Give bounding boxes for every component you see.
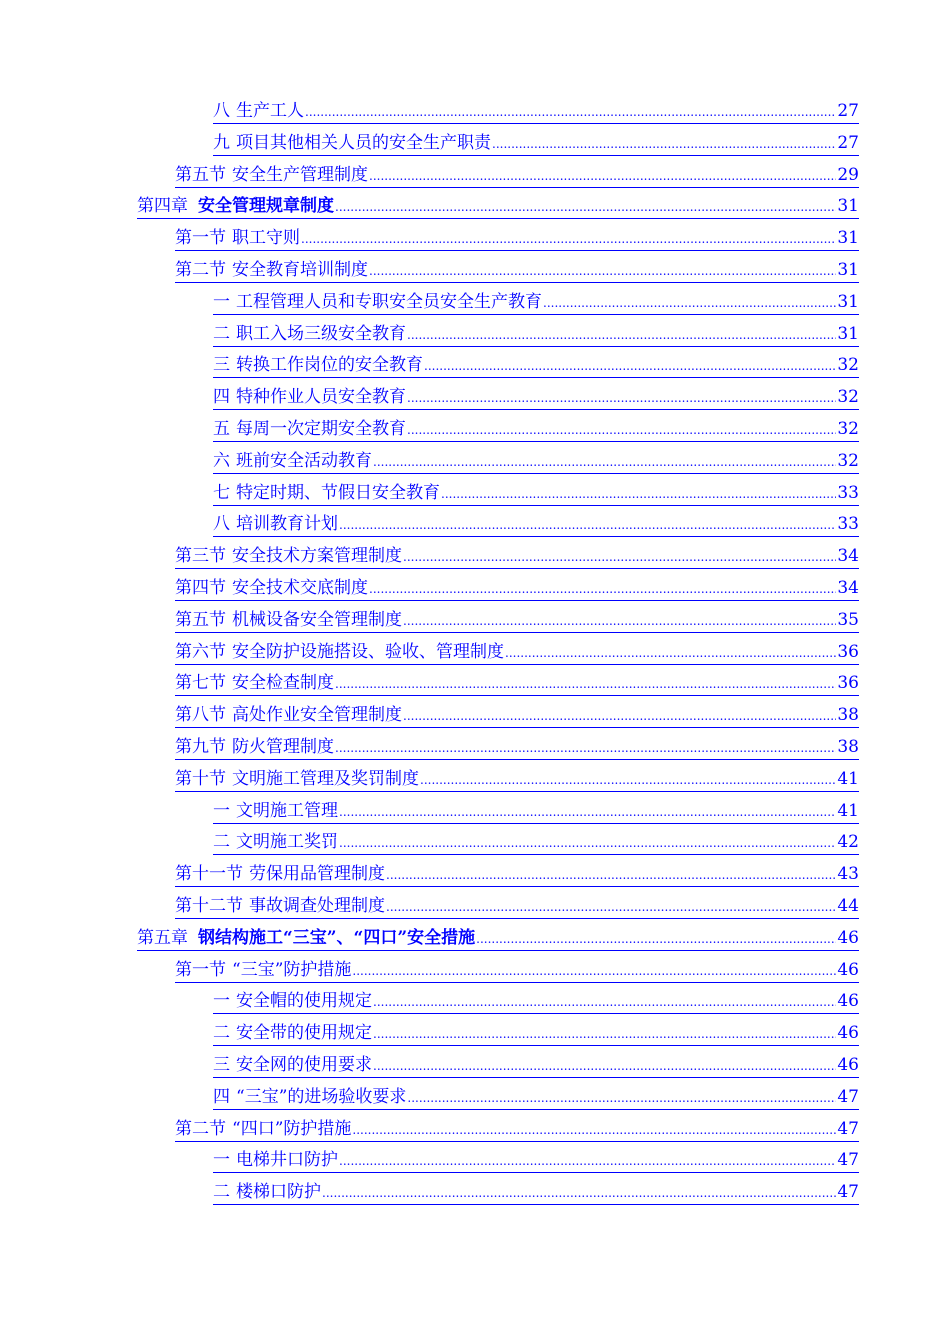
table-of-contents [0,95,950,1208]
toc-entry-number: 九 [213,132,230,153]
toc-entry-title [175,226,300,250]
toc-page-number: 46 [837,991,859,1012]
toc-page-number: 46 [837,959,859,980]
toc-entry-number: 第九节 [175,736,226,757]
toc-entry-number: 第十一节 [175,864,243,885]
toc-entry-number: 二 [213,1023,230,1044]
toc-entry-text: 安全技术方案管理制度 [232,546,402,567]
toc-row [213,1180,859,1205]
toc-dot-leader [373,1054,836,1078]
toc-row [175,544,859,569]
toc-entry-title [213,290,542,314]
toc-entry-text: 文明施工奖罚 [236,832,338,853]
toc-subsection-link[interactable] [0,1081,950,1113]
toc-dot-leader [403,545,836,569]
toc-entry-text: 安全网的使用要求 [236,1054,372,1075]
toc-section-link[interactable] [0,699,950,731]
toc-row [213,99,859,124]
toc-entry-text: 钢结构施工“三宝”、“四口”安全措施 [198,927,476,948]
toc-entry-text: 安全管理规章制度 [198,196,334,217]
toc-entry-title [213,799,338,823]
toc-page-number: 36 [837,641,859,662]
toc-section-link[interactable] [0,159,950,191]
toc-entry-title [213,989,372,1013]
toc-dot-leader [305,100,836,124]
toc-dot-leader [373,1022,836,1046]
toc-row [175,226,859,251]
toc-section-link[interactable] [0,604,950,636]
toc-row [213,385,859,410]
toc-subsection-link[interactable] [0,127,950,159]
toc-dot-leader [352,1118,836,1142]
toc-page-number: 33 [837,514,859,535]
toc-entry-number: 第二节 [175,1118,226,1139]
toc-entry-text: 安全防护设施搭设、验收、管理制度 [232,641,504,662]
toc-entry-text: 安全技术交底制度 [232,577,368,598]
toc-subsection-link[interactable] [0,381,950,413]
toc-entry-text: 文明施工管理 [236,800,338,821]
toc-entry-text: “三宝”防护措施 [232,959,352,980]
toc-row [175,703,859,728]
toc-section-link[interactable] [0,858,950,890]
toc-dot-leader [403,609,836,633]
toc-dot-leader [407,1086,836,1110]
toc-entry-text: 安全带的使用规定 [236,1023,372,1044]
toc-entry-title [213,385,406,409]
toc-row [175,671,859,696]
toc-entry-title [175,608,402,632]
toc-chapter-link[interactable] [0,190,950,222]
toc-entry-number: 一 [213,800,230,821]
toc-entry-title [213,131,491,155]
toc-entry-text: 工程管理人员和专职安全员安全生产教育 [236,291,542,312]
toc-dot-leader [386,863,836,887]
toc-entry-text: 楼梯口防护 [236,1182,321,1203]
toc-page-number: 31 [837,259,859,280]
toc-dot-leader [407,418,836,442]
toc-dot-leader [420,768,836,792]
toc-section-link[interactable] [0,954,950,986]
toc-dot-leader [335,736,836,760]
toc-row [213,1021,859,1046]
toc-entry-text: 职工入场三级安全教育 [236,323,406,344]
toc-page-number: 34 [837,546,859,567]
toc-entry-text: “四口”防护措施 [232,1118,352,1139]
toc-entry-title [175,544,402,568]
toc-dot-leader [339,1149,836,1173]
toc-row [175,958,859,983]
toc-page-number: 46 [837,1054,859,1075]
toc-row [175,1117,859,1142]
toc-entry-title [213,1148,338,1172]
toc-section-link[interactable] [0,890,950,922]
toc-page-number: 33 [837,482,859,503]
toc-entry-number: 第十节 [175,768,226,789]
toc-row [213,481,859,506]
toc-entry-number: 七 [213,482,230,503]
toc-row [213,449,859,474]
toc-entry-text: 特种作业人员安全教育 [236,387,406,408]
toc-page-number: 46 [837,1023,859,1044]
toc-subsection-link[interactable] [0,795,950,827]
toc-page-number: 47 [837,1182,859,1203]
toc-subsection-link[interactable] [0,413,950,445]
toc-entry-text: 事故调查处理制度 [249,895,385,916]
toc-entry-number: 第六节 [175,641,226,662]
toc-entry-text: 职工守则 [232,228,300,249]
toc-subsection-link[interactable] [0,1144,950,1176]
toc-row [213,1053,859,1078]
toc-page-number: 31 [837,228,859,249]
toc-page-number: 34 [837,577,859,598]
toc-dot-leader [505,641,836,665]
toc-entry-number: 第四章 [137,196,188,217]
toc-page-number: 47 [837,1086,859,1107]
toc-dot-leader [369,259,836,283]
toc-dot-leader [335,672,836,696]
toc-row [213,131,859,156]
toc-dot-leader [407,323,836,347]
toc-row [213,353,859,378]
toc-dot-leader [322,1181,836,1205]
toc-row [213,512,859,537]
toc-subsection-link[interactable] [0,95,950,127]
toc-entry-text: 培训教育计划 [236,514,338,535]
toc-dot-leader [386,895,836,919]
toc-entry-title [213,1021,372,1045]
toc-entry-number: 二 [213,1182,230,1203]
toc-page-number: 38 [837,736,859,757]
toc-dot-leader [476,927,836,951]
toc-entry-title [213,417,406,441]
toc-row [213,417,859,442]
toc-entry-text: 安全生产管理制度 [232,164,368,185]
toc-entry-title [213,1085,406,1109]
toc-section-link[interactable] [0,222,950,254]
toc-entry-text: 高处作业安全管理制度 [232,705,402,726]
toc-entry-number: 第一节 [175,959,226,980]
toc-entry-text: “三宝”的进场验收要求 [236,1086,407,1107]
toc-entry-text: 转换工作岗位的安全教育 [236,355,423,376]
toc-entry-title [213,1053,372,1077]
toc-entry-text: 电梯井口防护 [236,1150,338,1171]
toc-entry-title [175,258,368,282]
toc-subsection-link[interactable] [0,1176,950,1208]
toc-entry-number: 一 [213,1150,230,1171]
toc-section-link[interactable] [0,731,950,763]
toc-entry-text: 生产工人 [236,101,304,121]
toc-entry-text: 每周一次定期安全教育 [236,418,406,439]
toc-page-number: 47 [837,1118,859,1139]
toc-entry-text: 防火管理制度 [232,736,334,757]
toc-row [213,830,859,855]
toc-entry-number: 第十二节 [175,895,243,916]
toc-subsection-link[interactable] [0,826,950,858]
toc-entry-number: 第二节 [175,259,226,280]
toc-row [175,767,859,792]
toc-dot-leader [369,577,836,601]
toc-subsection-link[interactable] [0,985,950,1017]
toc-dot-leader [373,990,836,1014]
toc-entry-number: 三 [213,355,230,376]
toc-entry-title [213,322,406,346]
toc-page-number: 46 [837,927,859,948]
toc-page-number: 36 [837,673,859,694]
toc-subsection-link[interactable] [0,286,950,318]
toc-row [175,258,859,283]
toc-section-link[interactable] [0,667,950,699]
toc-page-number: 27 [837,132,859,153]
toc-entry-number: 八 [213,514,230,535]
toc-entry-title [175,894,385,918]
toc-subsection-link[interactable] [0,1017,950,1049]
toc-page-number: 31 [837,196,859,217]
toc-entry-text: 安全帽的使用规定 [236,991,372,1012]
toc-entry-title [213,512,338,536]
toc-page-number: 32 [837,418,859,439]
toc-entry-number: 四 [213,1086,230,1107]
toc-page-number: 43 [837,864,859,885]
toc-entry-text: 特定时期、节假日安全教育 [236,482,440,503]
toc-entry-title [175,735,334,759]
toc-entry-title [213,353,423,377]
toc-entry-title [213,449,372,473]
toc-entry-number: 第四节 [175,577,226,598]
toc-row [175,640,859,665]
toc-entry-number: 二 [213,323,230,344]
toc-entry-title [213,830,338,854]
toc-row [175,894,859,919]
toc-chapter-link[interactable] [0,922,950,954]
toc-page-number: 44 [837,895,859,916]
toc-row [175,608,859,633]
toc-entry-title [175,576,368,600]
toc-page-number: 31 [837,291,859,312]
toc-dot-leader [403,704,836,728]
toc-section-link[interactable] [0,540,950,572]
toc-dot-leader [339,800,836,824]
toc-page-number: 29 [837,164,859,185]
toc-page-number: 35 [837,609,859,630]
toc-page-number: 41 [837,768,859,789]
toc-dot-leader [301,227,836,251]
toc-page-number: 27 [837,101,859,121]
toc-dot-leader [543,291,836,315]
toc-entry-title [175,163,368,187]
toc-entry-title [213,1180,321,1204]
toc-entry-number: 第一节 [175,228,226,249]
toc-entry-title [213,99,304,123]
toc-dot-leader [339,513,836,537]
toc-row [137,194,859,219]
toc-row [175,576,859,601]
toc-page-number: 32 [837,355,859,376]
toc-entry-text: 文明施工管理及奖罚制度 [232,768,419,789]
toc-entry-number: 二 [213,832,230,853]
toc-dot-leader [352,959,836,983]
toc-entry-number: 第三节 [175,546,226,567]
toc-dot-leader [339,831,836,855]
toc-entry-number: 第五章 [137,927,188,948]
toc-subsection-link[interactable] [0,349,950,381]
toc-subsection-link[interactable] [0,477,950,509]
toc-entry-number: 一 [213,991,230,1012]
toc-row [213,989,859,1014]
toc-section-link[interactable] [0,1113,950,1145]
toc-section-link[interactable] [0,636,950,668]
toc-row [213,1148,859,1173]
toc-entry-number: 六 [213,450,230,471]
toc-entry-number: 三 [213,1054,230,1075]
toc-entry-title [175,703,402,727]
toc-entry-title [175,671,334,695]
toc-row [175,163,859,188]
toc-row [175,735,859,760]
toc-entry-title [175,767,419,791]
toc-dot-leader [492,132,836,156]
toc-entry-number: 第五节 [175,609,226,630]
toc-page-number: 47 [837,1150,859,1171]
toc-subsection-link[interactable] [0,508,950,540]
toc-row [175,862,859,887]
toc-row [213,290,859,315]
toc-entry-text: 安全检查制度 [232,673,334,694]
toc-entry-title [137,926,475,950]
toc-entry-number: 第八节 [175,705,226,726]
toc-entry-text: 班前安全活动教育 [236,450,372,471]
toc-entry-number: 四 [213,387,230,408]
toc-entry-number: 第七节 [175,673,226,694]
toc-subsection-link[interactable] [0,318,950,350]
toc-page-number: 41 [837,800,859,821]
toc-dot-leader [441,482,836,506]
toc-entry-text: 项目其他相关人员的安全生产职责 [236,132,491,153]
toc-entry-text: 劳保用品管理制度 [249,864,385,885]
toc-entry-number: 一 [213,291,230,312]
toc-section-link[interactable] [0,254,950,286]
toc-entry-number: 五 [213,418,230,439]
toc-page-number: 42 [837,832,859,853]
toc-section-link[interactable] [0,572,950,604]
toc-dot-leader [373,450,836,474]
toc-entry-title [175,1117,351,1141]
toc-dot-leader [335,195,836,219]
toc-row [137,926,859,951]
toc-entry-text: 机械设备安全管理制度 [232,609,402,630]
toc-row [213,1085,859,1110]
toc-entry-number: 第五节 [175,164,226,185]
toc-entry-number: 八 [213,101,230,121]
toc-dot-leader [424,354,836,378]
toc-dot-leader [369,164,836,188]
toc-page-number: 32 [837,450,859,471]
toc-entry-title [137,194,334,218]
toc-row [213,322,859,347]
toc-page-number: 32 [837,387,859,408]
toc-page-number: 31 [837,323,859,344]
toc-subsection-link[interactable] [0,445,950,477]
toc-entry-title [175,862,385,886]
toc-dot-leader [407,386,836,410]
toc-subsection-link[interactable] [0,1049,950,1081]
toc-entry-title [175,640,504,664]
toc-row [213,799,859,824]
toc-entry-title [213,481,440,505]
toc-entry-text: 安全教育培训制度 [232,259,368,280]
toc-page-number: 38 [837,705,859,726]
toc-entry-title [175,958,351,982]
toc-section-link[interactable] [0,763,950,795]
